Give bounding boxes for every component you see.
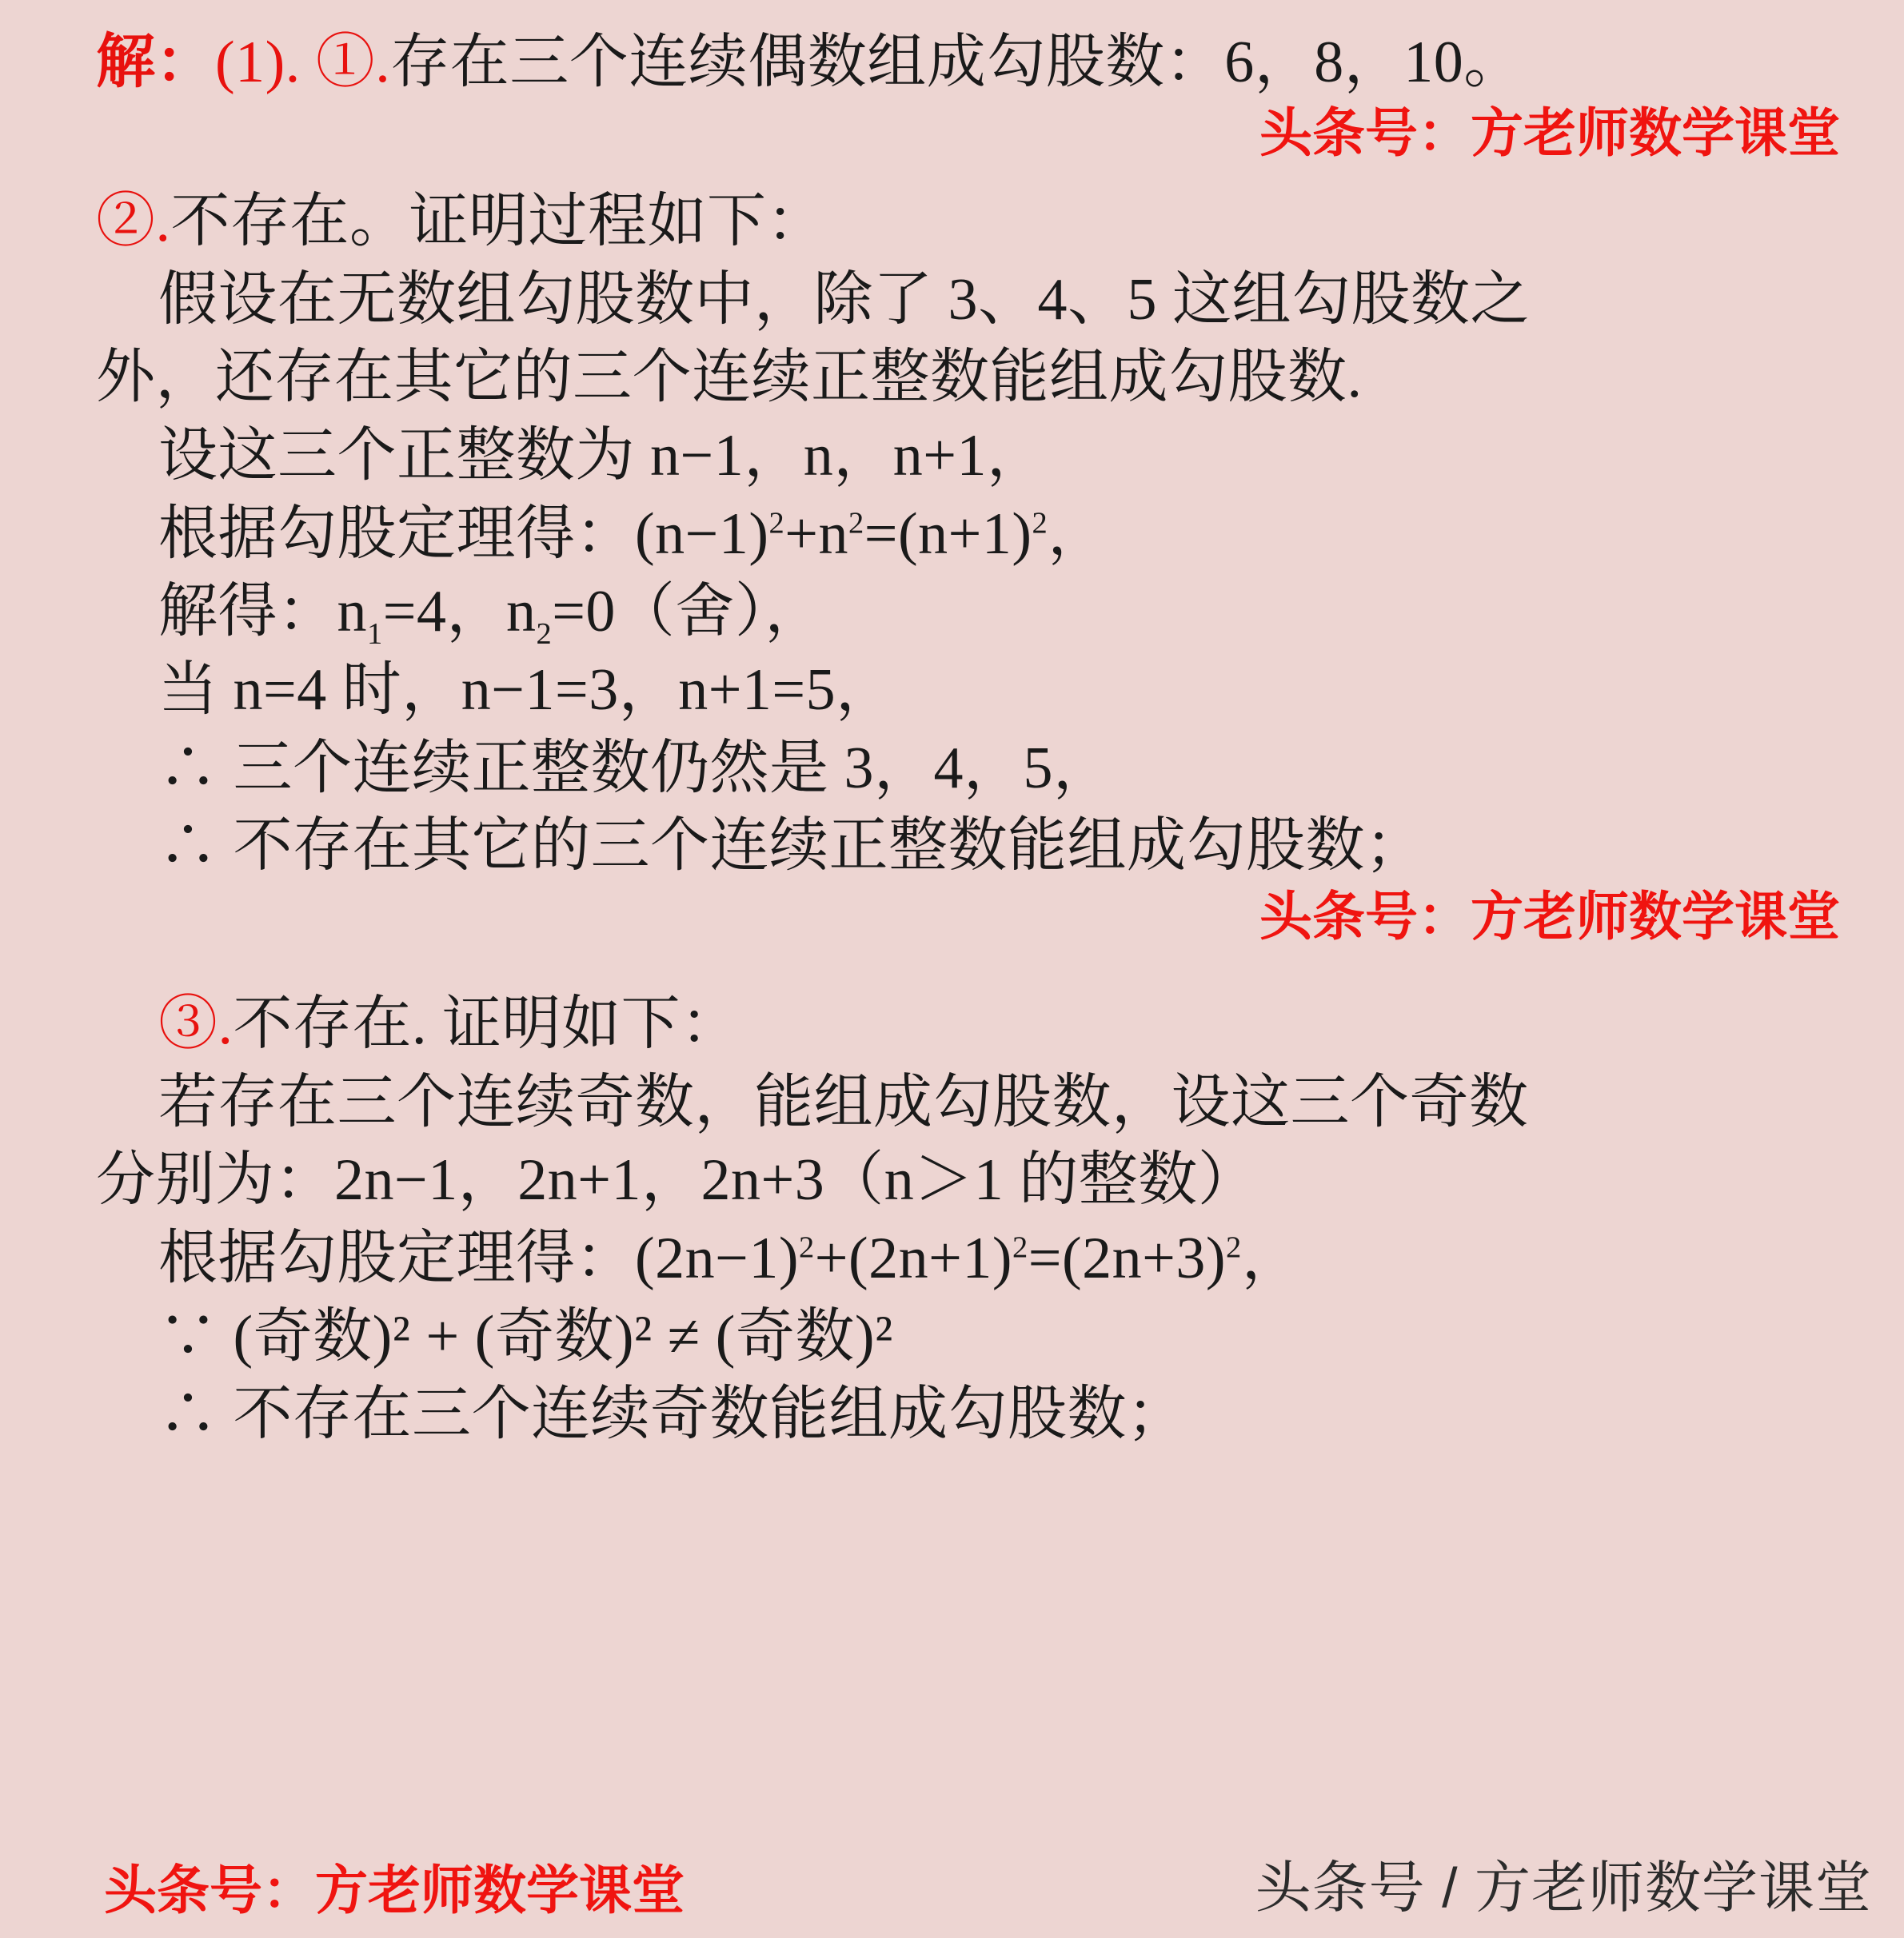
item-number-1: (1). ①.	[215, 30, 391, 95]
line-7-part-3: =0（舍），	[552, 579, 824, 645]
solution-line-6	[96, 496, 1856, 574]
solution-line-1-body: 存在三个连续偶数组成勾股数：6，8，10。	[390, 30, 1523, 95]
solution-line-14	[96, 1220, 1856, 1298]
line-7-part-1: 解得：n	[158, 579, 367, 645]
solution-line-10: ∴ 不存在其它的三个连续正整数能组成勾股数；	[158, 813, 1425, 879]
line-14-part-3: =(2n+3)	[1028, 1226, 1227, 1292]
line-6-exponent-1: 2	[768, 505, 785, 540]
item-number-3: ③.	[158, 991, 234, 1058]
solution-line-13: 分别为：2n−1，2n+1，2n+3（n＞1 的整数）	[96, 1147, 1258, 1214]
line-14-part-4: ，	[1241, 1226, 1302, 1292]
watermark-bottom-left: 头条号：方老师数学课堂	[104, 1862, 685, 1920]
solution-line-2	[96, 183, 1856, 261]
solution-line-1	[96, 24, 1856, 102]
solution-line-4: 外，还存在其它的三个连续正整数能组成勾股数.	[96, 345, 1363, 411]
solution-line-5: 设这三个正整数为 n−1，n，n+1，	[158, 422, 1047, 488]
footer	[0, 1843, 1904, 1924]
line-14-exponent-2: 2	[1012, 1230, 1028, 1265]
solution-label: 解：	[96, 30, 215, 95]
spacer	[96, 949, 1856, 986]
line-14-exponent-3: 2	[1226, 1230, 1242, 1265]
line-6-exponent-3: 2	[1032, 505, 1048, 540]
line-6-exponent-2: 2	[848, 505, 864, 540]
line-6-part-2: +n	[784, 500, 848, 567]
item-number-2: ②.	[96, 188, 171, 254]
spacer	[96, 165, 1856, 183]
solution-line-11-body: 不存在. 证明如下：	[233, 991, 740, 1058]
line-6-part-4: ，	[1048, 500, 1108, 567]
footer-brand: 头条号 / 方老师数学课堂	[1255, 1856, 1872, 1919]
solution-line-12: 若存在三个连续奇数，能组成勾股数，设这三个奇数	[158, 1069, 1529, 1135]
solution-line-16: ∴ 不存在三个连续奇数能组成勾股数；	[158, 1382, 1187, 1448]
line-7-subscript-2: 2	[536, 617, 553, 652]
line-6-part-1: 根据勾股定理得：(n−1)	[158, 500, 769, 567]
watermark-top: 头条号：方老师数学课堂	[1259, 104, 1840, 163]
line-7-subscript-1: 1	[367, 617, 383, 652]
solution-line-15: ∵ (奇数)² + (奇数)² ≠ (奇数)²	[158, 1303, 893, 1370]
watermark-middle: 头条号：方老师数学课堂	[1259, 887, 1840, 947]
line-14-exponent-1: 2	[799, 1230, 815, 1265]
solution-line-7	[96, 573, 1856, 652]
line-14-part-2: +(2n+1)	[814, 1226, 1013, 1292]
line-7-part-2: =4，n	[382, 579, 537, 645]
solution-line-8: 当 n=4 时，n−1=3，n+1=5，	[158, 656, 896, 723]
solution-line-2-body: 不存在。证明过程如下：	[170, 188, 826, 254]
line-6-part-3: =(n+1)	[864, 500, 1032, 567]
line-14-part-1: 根据勾股定理得：(2n−1)	[158, 1226, 800, 1292]
solution-line-9: ∴ 三个连续正整数仍然是 3，4，5，	[158, 735, 1113, 801]
solution-line-11	[96, 986, 1856, 1064]
solution-line-3: 假设在无数组勾股数中，除了 3、4、5 这组勾股数之	[158, 266, 1530, 333]
